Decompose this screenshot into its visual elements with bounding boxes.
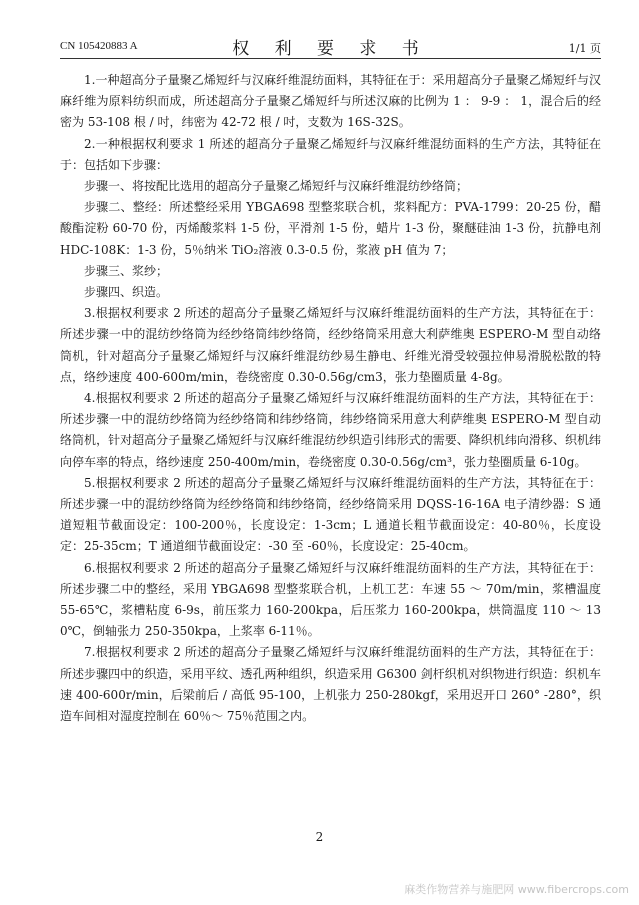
claim-3: 3.根据权利要求 2 所述的超高分子量聚乙烯短纤与汉麻纤维混纺面料的生产方法，其特征在于：所述步骤一中的混纺纱络筒为经纱络筒纬纱络筒，经纱络筒采用意大利萨维奥 ESPERO-M 型自动络筒机，针对超高分子量聚乙烯短纤与汉麻纤维混纺纱易生静电、纤维光滑受较强拉伸易滑脱松散的特点，络纱速度 400-600m/min，卷绕密度 0.30-0.56g/cm3，张力垫圈质量 4-8g。 [60,306,601,384]
claim-2-step-3: 步骤三、浆纱； [84,263,169,278]
claim-4: 4.根据权利要求 2 所述的超高分子量聚乙烯短纤与汉麻纤维混纺面料的生产方法，其特征在于：所述步骤一中的混纺纱络筒为经纱络筒和纬纱络筒，纬纱络筒采用意大利萨维奥 ESPERO-M 型自动络筒机，针对超高分子量聚乙烯短纤与汉麻纤维混纺纱织造引纬形式的需要、降织机纬向滑移、织机纬向停车率的特点，络纱速度 250-400m/min，卷绕密度 0.30-0.56g/cm³，张力垫圈质量 6-10g。 [60,391,601,469]
page-number: 2 [315,830,324,844]
watermark-text: 麻类作物营养与施肥网 www.fibercrops.com [404,883,629,896]
claim-7: 7.根据权利要求 2 所述的超高分子量聚乙烯短纤与汉麻纤维混纺面料的生产方法，其特征在于：所述步骤四中的织造，采用平纹、透孔两种组织，织造采用 G6300 剑杆织机对织物进行织造：织机车速 400-600r/min，后梁前后 / 高低 95-100，上机张力 250-280kgf，采用迟开口 260° -280°，织造车间相对湿度控制在 60％～ 75％范围之内。 [60,645,601,724]
claim-2-step-4: 步骤四、织造。 [84,285,169,300]
page-title: 权 利 要 求 书 [232,39,429,59]
claim-1: 1.一种超高分子量聚乙烯短纤与汉麻纤维混纺面料，其特征在于：采用超高分子量聚乙烯短纤与汉麻纤维为原料纺织而成，所述超高分子量聚乙烯短纤与所述汉麻的比例为 1 ： 9-9 ： 1，混合后的经密为 53-108 根 / 吋，纬密为 42-72 根 / 吋，支数为 16S-32S。 [60,73,601,130]
claims-body [60,70,601,727]
claim-6: 6.根据权利要求 2 所述的超高分子量聚乙烯短纤与汉麻纤维混纺面料的生产方法，其特征在于：所述步骤二中的整经，采用 YBGA698 型整浆联合机，上机工艺：车速 55 ～ 70m/min，浆槽温度 55-65℃，浆槽粘度 6-9s，前压浆力 160-200kpa，后压浆力 160-200kpa，烘筒温度 110 ～ 130℃，倒轴张力 250-350kpa，上浆率 6-11％。 [60,560,601,639]
claim-2: 2.一种根据权利要求 1 所述的超高分子量聚乙烯短纤与汉麻纤维混纺面料的生产方法，其特征在于：包括如下步骤： [60,136,601,172]
page-header [60,30,601,59]
claim-5: 5.根据权利要求 2 所述的超高分子量聚乙烯短纤与汉麻纤维混纺面料的生产方法，其特征在于：所述步骤一中的混纺纱络筒为经纱络筒和纬纱络筒，经纱络筒采用 DQSS-16-16A 电子清纱器：S 通道短粗节截面设定：100-200％，长度设定：1-3cm；L 通道长粗节截面设定：40-80％，长度设定：25-35cm；T 通道细节截面设定：-30 至 -60％，长度设定：25-40cm。 [60,475,601,554]
claim-2-step-1: 步骤一、将按配比选用的超高分子量聚乙烯短纤与汉麻纤维混纺纱络筒； [84,179,469,194]
document-number: CN 105420883 A [60,40,138,52]
page-of-count: 1/1 页 [568,42,601,55]
claim-2-step-2: 步骤二、整经：所述整经采用 YBGA698 型整浆联合机，浆料配方：PVA-1799：20-25 份，醋酸酯淀粉 60-70 份，丙烯酸浆料 1-5 份，平滑剂 1-5 份，蜡片 1-3 份，聚醚硅油 1-3 份，抗静电剂 HDC-108K：1-3 份，5％纳米 TiO₂溶液 0.3-0.5 份，浆液 pH 值为 7； [60,200,601,257]
